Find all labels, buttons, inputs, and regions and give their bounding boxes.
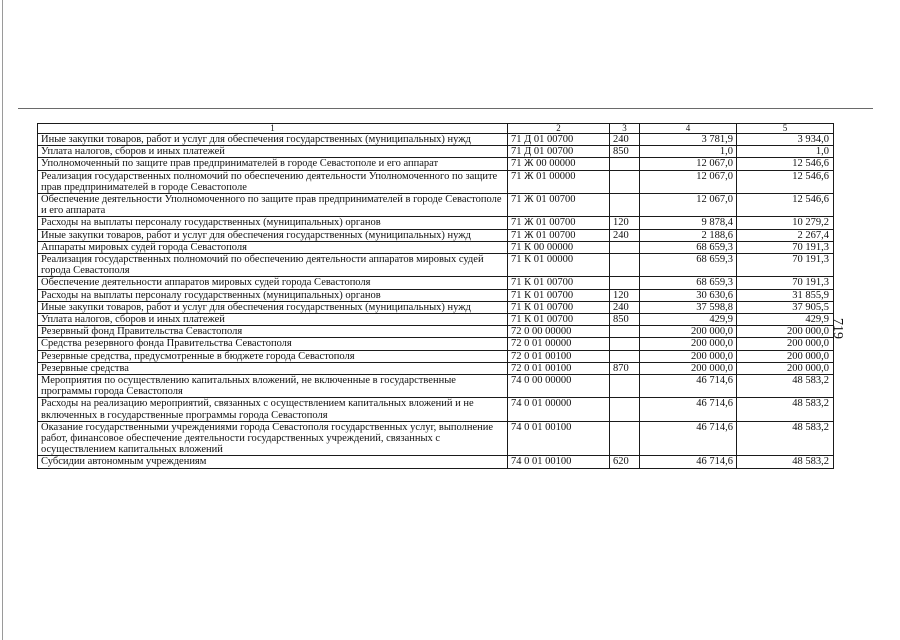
expense-name-cell: Иные закупки товаров, работ и услуг для обеспечения государственных (муниципальных) нужд [38,301,508,313]
expense-name-cell: Средства резервного фонда Правительства Севастополя [38,338,508,350]
column-header: 2 [508,124,610,134]
table-row [38,289,834,301]
expense-type-code-cell: 870 [610,362,640,374]
budget-table [37,123,834,469]
target-article-code-cell: 71 Ж 01 00700 [508,229,610,241]
column-header: 1 [38,124,508,134]
amount-year1-cell: 37 598,8 [640,301,737,313]
expense-type-code-cell [610,398,640,421]
expense-name-cell: Расходы на реализацию мероприятий, связанных с осуществлением капитальных вложений и не включенных в государственные программы города Севастополя [38,398,508,421]
amount-year1-cell: 12 067,0 [640,158,737,170]
amount-year2-cell: 10 279,2 [737,217,834,229]
target-article-code-cell: 71 Ж 01 00000 [508,170,610,193]
amount-year1-cell: 200 000,0 [640,362,737,374]
amount-year2-cell: 31 855,9 [737,289,834,301]
target-article-code-cell: 71 Ж 01 00700 [508,194,610,217]
amount-year2-cell: 429,9 [737,314,834,326]
table-row [38,254,834,277]
target-article-code-cell: 72 0 00 00000 [508,326,610,338]
expense-type-code-cell [610,170,640,193]
target-article-code-cell: 74 0 00 00000 [508,375,610,398]
amount-year1-cell: 68 659,3 [640,254,737,277]
expense-type-code-cell [610,241,640,253]
target-article-code-cell: 71 Д 01 00700 [508,146,610,158]
expense-name-cell: Обеспечение деятельности Уполномоченного по защите прав предпринимателей в городе Севастополе и его аппарата [38,194,508,217]
amount-year2-cell: 200 000,0 [737,350,834,362]
target-article-code-cell: 72 0 01 00000 [508,338,610,350]
expense-type-code-cell [610,350,640,362]
target-article-code-cell: 71 Ж 01 00700 [508,217,610,229]
column-header: 3 [610,124,640,134]
amount-year2-cell: 70 191,3 [737,254,834,277]
expense-type-code-cell: 240 [610,301,640,313]
amount-year1-cell: 46 714,6 [640,421,737,456]
amount-year1-cell: 1,0 [640,146,737,158]
column-header: 4 [640,124,737,134]
target-article-code-cell: 71 К 01 00700 [508,289,610,301]
table-row [38,398,834,421]
expense-name-cell: Иные закупки товаров, работ и услуг для обеспечения государственных (муниципальных) нужд [38,134,508,146]
expense-type-code-cell [610,421,640,456]
expense-name-cell: Субсидии автономным учреждениям [38,456,508,468]
amount-year1-cell: 68 659,3 [640,277,737,289]
target-article-code-cell: 71 К 01 00000 [508,254,610,277]
budget-table-body [38,124,834,469]
amount-year1-cell: 46 714,6 [640,375,737,398]
expense-type-code-cell: 240 [610,134,640,146]
expense-type-code-cell [610,326,640,338]
column-header: 5 [737,124,834,134]
amount-year1-cell: 9 878,4 [640,217,737,229]
table-row [38,421,834,456]
expense-name-cell: Иные закупки товаров, работ и услуг для обеспечения государственных (муниципальных) нужд [38,229,508,241]
amount-year1-cell: 200 000,0 [640,326,737,338]
expense-name-cell: Оказание государственными учреждениями города Севастополя государственных услуг, выполнение работ, финансовое обеспечение деятельности государственных учреждений, связанных с осуществлением капитальных вложений [38,421,508,456]
target-article-code-cell: 71 К 01 00700 [508,277,610,289]
amount-year2-cell: 48 583,2 [737,456,834,468]
target-article-code-cell: 71 К 01 00700 [508,314,610,326]
expense-type-code-cell [610,254,640,277]
expense-name-cell: Резервные средства [38,362,508,374]
table-row [38,301,834,313]
target-article-code-cell: 71 К 00 00000 [508,241,610,253]
amount-year2-cell: 1,0 [737,146,834,158]
expense-name-cell: Мероприятия по осуществлению капитальных вложений, не включенные в государственные программы города Севастополя [38,375,508,398]
expense-type-code-cell: 620 [610,456,640,468]
expense-type-code-cell: 120 [610,289,640,301]
amount-year2-cell: 12 546,6 [737,170,834,193]
expense-type-code-cell [610,375,640,398]
column-number-row [38,124,834,134]
table-row [38,456,834,468]
amount-year1-cell: 46 714,6 [640,456,737,468]
table-row [38,170,834,193]
expense-name-cell: Расходы на выплаты персоналу государственных (муниципальных) органов [38,217,508,229]
expense-type-code-cell: 120 [610,217,640,229]
expense-type-code-cell: 850 [610,314,640,326]
expense-type-code-cell [610,277,640,289]
expense-name-cell: Уполномоченный по защите прав предпринимателей в городе Севастополе и его аппарат [38,158,508,170]
page-left-edge [2,0,3,640]
target-article-code-cell: 72 0 01 00100 [508,362,610,374]
table-row [38,362,834,374]
amount-year1-cell: 200 000,0 [640,350,737,362]
amount-year1-cell: 12 067,0 [640,194,737,217]
expense-name-cell: Реализация государственных полномочий по обеспечению деятельности Уполномоченного по защите прав предпринимателей в городе Севастополе [38,170,508,193]
amount-year1-cell: 3 781,9 [640,134,737,146]
table-row [38,375,834,398]
amount-year2-cell: 70 191,3 [737,241,834,253]
amount-year2-cell: 48 583,2 [737,421,834,456]
expense-name-cell: Уплата налогов, сборов и иных платежей [38,314,508,326]
amount-year2-cell: 2 267,4 [737,229,834,241]
table-row [38,158,834,170]
amount-year2-cell: 200 000,0 [737,326,834,338]
expense-name-cell: Обеспечение деятельности аппаратов мировых судей города Севастополя [38,277,508,289]
amount-year2-cell: 12 546,6 [737,194,834,217]
target-article-code-cell: 74 0 01 00100 [508,456,610,468]
amount-year2-cell: 48 583,2 [737,375,834,398]
amount-year1-cell: 200 000,0 [640,338,737,350]
table-row [38,134,834,146]
table-row [38,241,834,253]
table-row [38,338,834,350]
expense-type-code-cell: 850 [610,146,640,158]
page-number: 719 [830,318,845,339]
table-row [38,277,834,289]
expense-name-cell: Реализация государственных полномочий по обеспечению деятельности аппаратов мировых судей города Севастополя [38,254,508,277]
table-row [38,350,834,362]
amount-year1-cell: 30 630,6 [640,289,737,301]
expense-name-cell: Резервный фонд Правительства Севастополя [38,326,508,338]
amount-year2-cell: 200 000,0 [737,338,834,350]
expense-name-cell: Расходы на выплаты персоналу государственных (муниципальных) органов [38,289,508,301]
amount-year1-cell: 429,9 [640,314,737,326]
top-rule [18,108,873,109]
amount-year1-cell: 2 188,6 [640,229,737,241]
amount-year1-cell: 12 067,0 [640,170,737,193]
target-article-code-cell: 74 0 01 00100 [508,421,610,456]
expense-type-code-cell [610,158,640,170]
expense-type-code-cell: 240 [610,229,640,241]
amount-year1-cell: 68 659,3 [640,241,737,253]
target-article-code-cell: 71 К 01 00700 [508,301,610,313]
amount-year2-cell: 200 000,0 [737,362,834,374]
amount-year2-cell: 70 191,3 [737,277,834,289]
expense-name-cell: Резервные средства, предусмотренные в бюджете города Севастополя [38,350,508,362]
table-row [38,194,834,217]
target-article-code-cell: 71 Ж 00 00000 [508,158,610,170]
amount-year2-cell: 12 546,6 [737,158,834,170]
table-row [38,314,834,326]
expense-name-cell: Аппараты мировых судей города Севастополя [38,241,508,253]
table-row [38,326,834,338]
table-row [38,229,834,241]
amount-year2-cell: 37 905,5 [737,301,834,313]
target-article-code-cell: 74 0 01 00000 [508,398,610,421]
expense-type-code-cell [610,338,640,350]
table-row [38,217,834,229]
target-article-code-cell: 71 Д 01 00700 [508,134,610,146]
expense-type-code-cell [610,194,640,217]
amount-year2-cell: 48 583,2 [737,398,834,421]
amount-year2-cell: 3 934,0 [737,134,834,146]
target-article-code-cell: 72 0 01 00100 [508,350,610,362]
expense-name-cell: Уплата налогов, сборов и иных платежей [38,146,508,158]
table-row [38,146,834,158]
amount-year1-cell: 46 714,6 [640,398,737,421]
